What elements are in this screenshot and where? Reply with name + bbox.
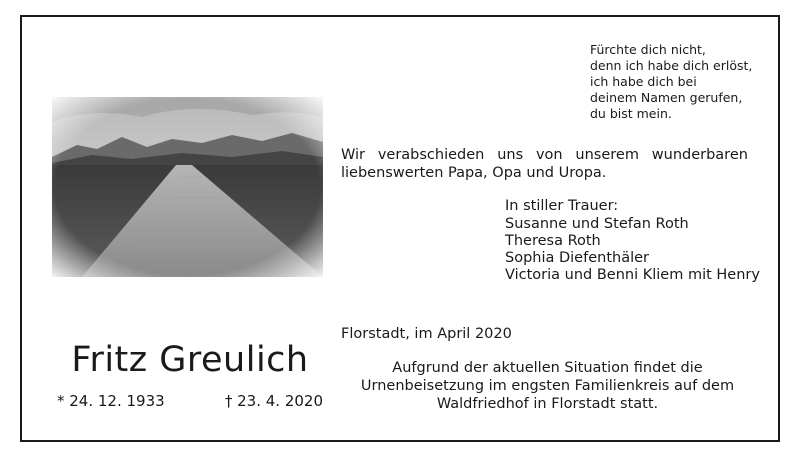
verse-line: deinem Namen gerufen, bbox=[590, 90, 743, 105]
burial-notice bbox=[345, 359, 750, 413]
mourners-caption: In stiller Trauer: bbox=[505, 198, 619, 214]
mourner-name: Victoria und Benni Kliem mit Henry bbox=[505, 267, 760, 283]
word: wunderbaren bbox=[651, 147, 748, 163]
word: verabschieden bbox=[377, 147, 485, 163]
word: von bbox=[535, 147, 563, 163]
verse-line: du bist mein. bbox=[590, 106, 672, 121]
farewell-line-1 bbox=[341, 146, 748, 164]
mourners-list bbox=[505, 198, 760, 284]
verse-line: denn ich habe dich erlöst, bbox=[590, 58, 753, 73]
farewell-line-2: liebenswerten Papa, Opa und Uropa. bbox=[341, 165, 607, 181]
bible-verse bbox=[590, 42, 752, 122]
notice-line: Urnenbeisetzung im engsten Familienkreis auf dem bbox=[360, 378, 735, 394]
verse-line: Fürchte dich nicht, bbox=[590, 42, 706, 57]
life-dates bbox=[57, 392, 323, 410]
road-landscape-photo bbox=[52, 97, 323, 277]
verse-line: ich habe dich bei bbox=[590, 74, 697, 89]
farewell-message bbox=[341, 146, 748, 182]
mourner-name: Susanne und Stefan Roth bbox=[505, 216, 689, 232]
word: uns bbox=[497, 147, 524, 163]
word: unserem bbox=[575, 147, 639, 163]
word: Wir bbox=[341, 147, 366, 163]
mourner-name: Theresa Roth bbox=[505, 233, 601, 249]
birth-date: * 24. 12. 1933 bbox=[57, 392, 165, 410]
place-and-date: Florstadt, im April 2020 bbox=[341, 326, 512, 342]
deceased-name: Fritz Greulich bbox=[71, 340, 309, 380]
death-date: † 23. 4. 2020 bbox=[224, 392, 323, 410]
notice-line: Waldfriedhof in Florstadt statt. bbox=[436, 396, 659, 412]
mourner-name: Sophia Diefenthäler bbox=[505, 250, 649, 266]
notice-line: Aufgrund der aktuellen Situation findet die bbox=[392, 360, 703, 376]
